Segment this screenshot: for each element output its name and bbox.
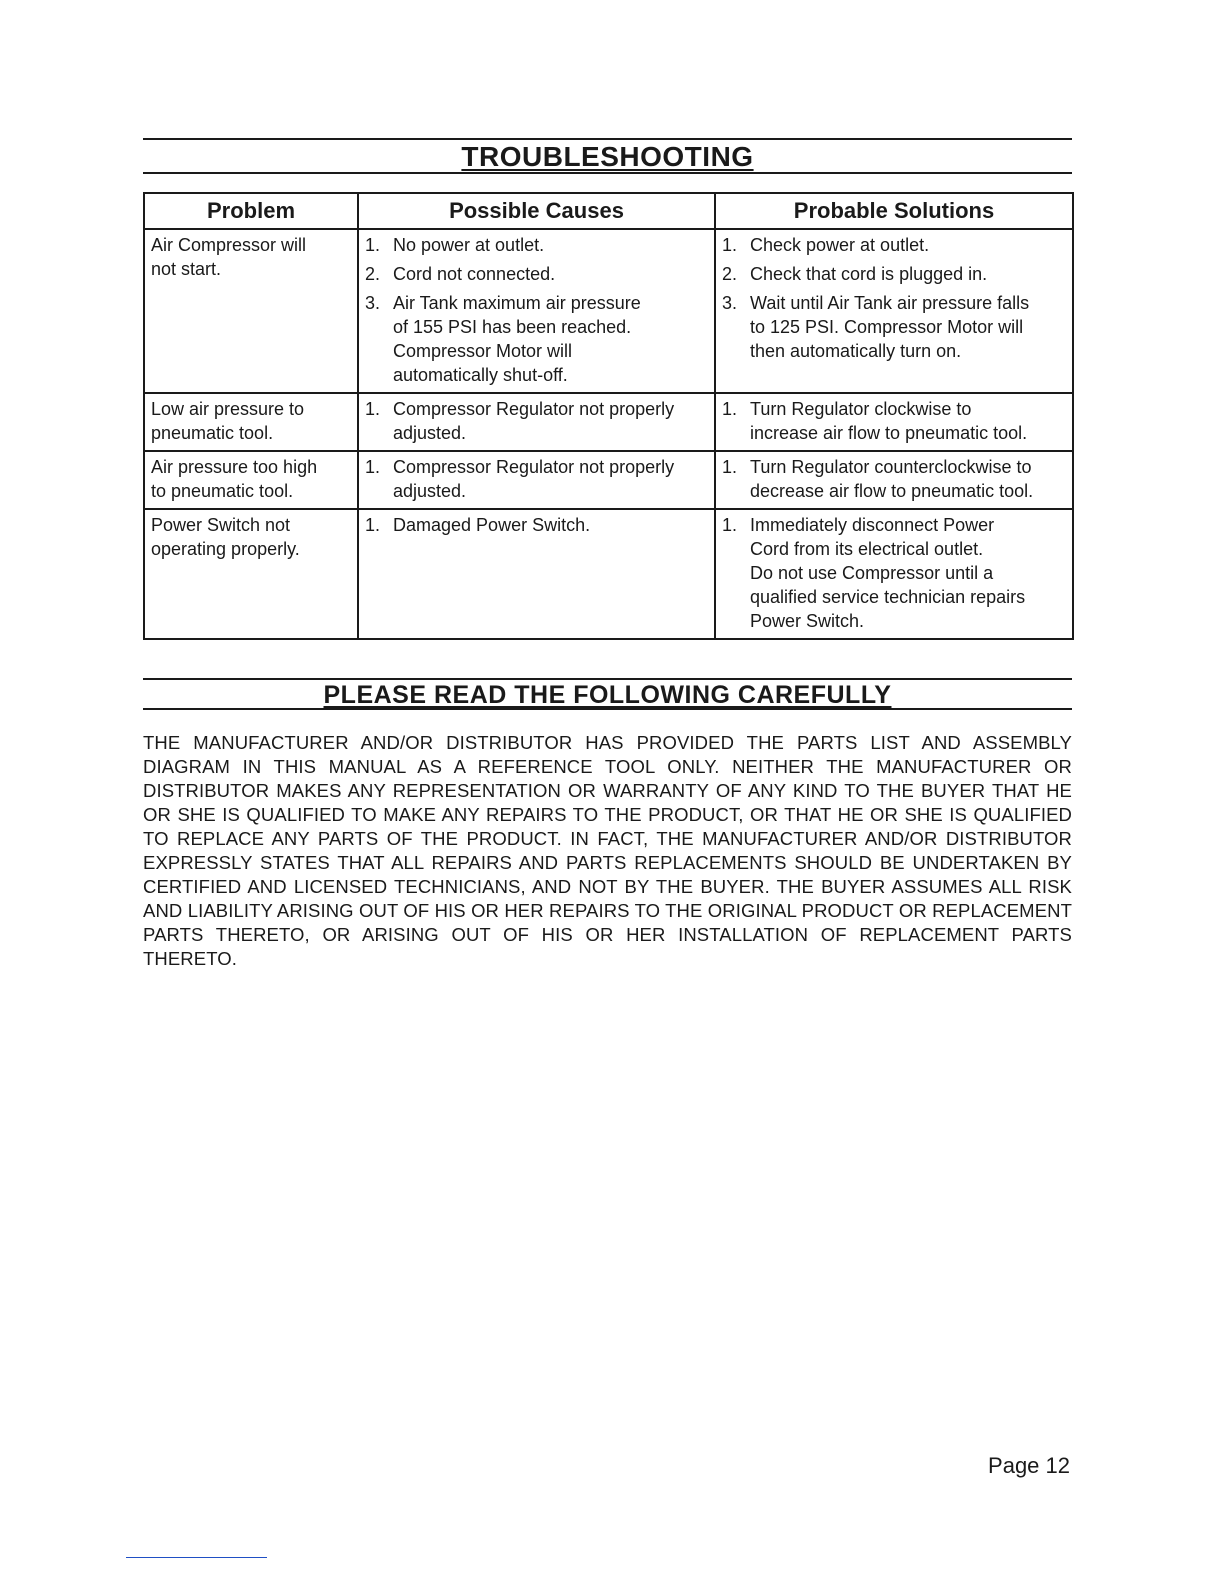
header-problem: Problem [144,193,358,229]
cause-item [365,291,708,387]
solutions-list [722,233,1066,363]
table-body [144,229,1073,639]
problem-cell [144,229,358,393]
causes-list [365,513,708,537]
table-row [144,509,1073,639]
item-number: 2. [365,264,381,284]
item-text: Damaged Power Switch. [393,515,591,535]
header-probable-solutions: Probable Solutions [715,193,1073,229]
solution-item [722,291,1066,363]
causes-list [365,397,708,445]
page-number: Page 12 [988,1453,1070,1478]
item-text: Turn Regulator counterclockwise to decrease air flow to pneumatic tool. [750,457,1034,501]
item-number: 1. [365,515,381,535]
item-text: Compressor Regulator not properly adjusted. [393,399,675,443]
item-text: Air Tank maximum air pressure of 155 PSI has been reached. Compressor Motor will automatically shut-off. [393,293,641,385]
problem-cell [144,509,358,639]
solution-item [722,233,1066,257]
troubleshooting-header [143,138,1072,174]
problem-text: Air Compressor will not start. [151,235,307,279]
notice-title: PLEASE READ THE FOLLOWING CAREFULLY [323,681,892,709]
item-text: No power at outlet. [393,235,545,255]
troubleshooting-table [143,192,1074,640]
item-number: 1. [365,399,381,419]
item-number: 1. [365,457,381,477]
item-number: 1. [722,399,738,419]
solutions-list [722,397,1066,445]
problem-text: Power Switch not operating properly. [151,515,300,559]
solution-item [722,513,1066,633]
table-row [144,229,1073,393]
cause-item [365,513,708,537]
item-number: 2. [722,264,738,284]
solutions-cell [715,229,1073,393]
cause-item [365,233,708,257]
item-text: Check that cord is plugged in. [750,264,988,284]
table-row [144,451,1073,509]
table-header-row [144,193,1073,229]
item-text: Compressor Regulator not properly adjusted. [393,457,675,501]
solution-item [722,262,1066,286]
notice-header [143,678,1072,710]
causes-cell [358,393,715,451]
solutions-cell [715,393,1073,451]
problem-text: Low air pressure to pneumatic tool. [151,399,305,443]
item-number: 1. [722,457,738,477]
causes-cell [358,229,715,393]
item-text: Check power at outlet. [750,235,930,255]
solutions-cell [715,509,1073,639]
cause-item [365,262,708,286]
footer-rule [126,1557,267,1558]
causes-list [365,233,708,387]
disclaimer-paragraph: THE MANUFACTURER AND/OR DISTRIBUTOR HAS PROVIDED THE PARTS LIST AND ASSEMBLY DIAGRAM IN THIS MANUAL AS A REFERENCE TOOL ONLY. NEITHER THE MANUFACTURER OR DISTRIBUTOR MAKES ANY REPRESENTATION OR WARRANTY OF ANY KIND TO THE BUYER THAT HE OR SHE IS QUALIFIED TO MAKE ANY REPAIRS TO THE PRODUCT, OR THAT HE OR SHE IS QUALIFIED TO REPLACE ANY PARTS OF THE PRODUCT. IN FACT, THE MANUFACTURER AND/OR DISTRIBUTOR EXPRESSLY STATES THAT ALL REPAIRS AND PARTS REPLACEMENTS SHOULD BE UNDERTAKEN BY CERTIFIED AND LICENSED TECHNICIANS, AND NOT BY THE BUYER. THE BUYER ASSUMES ALL RISK AND LIABILITY ARISING OUT OF HIS OR HER REPAIRS TO THE ORIGINAL PRODUCT OR REPLACEMENT PARTS THERETO, OR ARISING OUT OF HIS OR HER INSTALLATION OF REPLACEMENT PARTS THERETO. [143,732,1072,969]
item-number: 1. [722,235,738,255]
solution-item [722,455,1066,503]
solution-item [722,397,1066,445]
item-number: 1. [722,515,738,535]
problem-cell [144,393,358,451]
table-row [144,393,1073,451]
item-number: 1. [365,235,381,255]
item-number: 3. [365,293,381,313]
causes-cell [358,451,715,509]
cause-item [365,397,708,445]
item-text: Immediately disconnect Power Cord from its electrical outlet. Do not use Compressor until a qualified service technician repairs Power Switch. [750,515,1026,631]
problem-text: Air pressure too high to pneumatic tool. [151,457,318,501]
problem-cell [144,451,358,509]
causes-list [365,455,708,503]
item-number: 3. [722,293,738,313]
causes-cell [358,509,715,639]
solutions-list [722,513,1066,633]
header-possible-causes: Possible Causes [358,193,715,229]
solutions-list [722,455,1066,503]
item-text: Wait until Air Tank air pressure falls to 125 PSI. Compressor Motor will then automatically turn on. [750,293,1030,361]
troubleshooting-title: TROUBLESHOOTING [461,141,754,172]
item-text: Cord not connected. [393,264,556,284]
solutions-cell [715,451,1073,509]
item-text: Turn Regulator clockwise to increase air flow to pneumatic tool. [750,399,1028,443]
cause-item [365,455,708,503]
